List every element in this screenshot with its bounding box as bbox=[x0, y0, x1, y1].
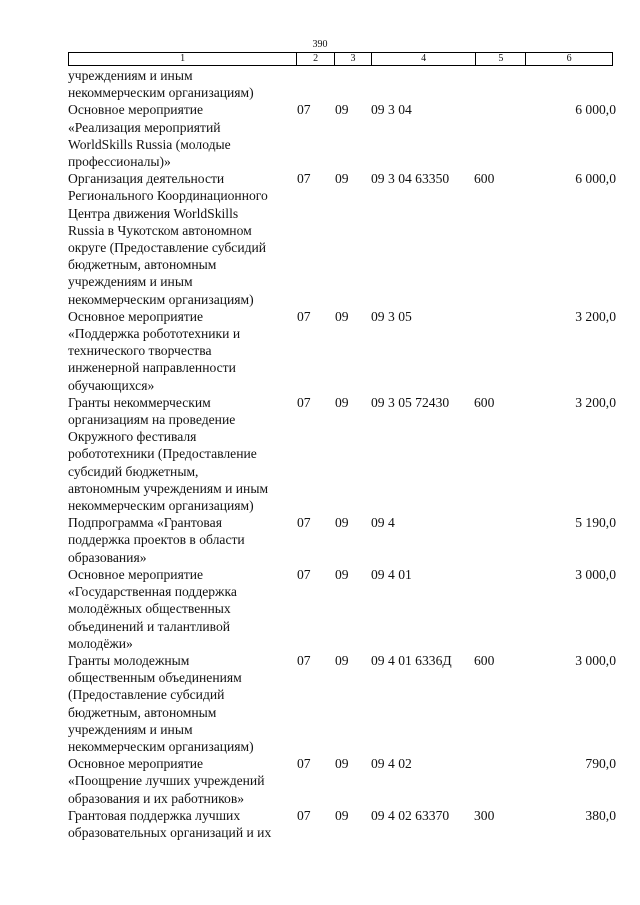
row-section-code: 07 bbox=[297, 566, 311, 582]
row-expense-type: 300 bbox=[474, 807, 495, 823]
row-amount: 6 000,0 bbox=[575, 102, 616, 118]
row-name: Основное мероприятие «Поощрение лучших учреждений образования и их работников» bbox=[68, 756, 265, 806]
row-target-article: 09 3 05 72430 bbox=[371, 394, 450, 410]
row-expense-type: 600 bbox=[474, 171, 495, 187]
row-section-code: 07 bbox=[297, 171, 311, 187]
row-amount: 3 200,0 bbox=[575, 394, 616, 410]
row-name: Основное мероприятие «Реализация мероприятий WorldSkills Russia (молодые профессионалы)» bbox=[68, 102, 231, 170]
row-name: Подпрограмма «Грантовая поддержка проектов в области образования» bbox=[68, 515, 245, 565]
column-number-2: 2 bbox=[297, 53, 335, 65]
row-name: Грантовая поддержка лучших образовательных организаций и их bbox=[68, 807, 272, 840]
column-number-5: 5 bbox=[476, 53, 526, 65]
row-subsection-code: 09 bbox=[335, 171, 349, 187]
row-name: Организация деятельности Регионального Координационного Центра движения WorldSkills Russia в Чукотском автономном округе (Предоставление субсидий бюджетным, автономным учреждениям и иным некоммерческим организациям) bbox=[68, 171, 268, 307]
row-target-article: 09 3 05 bbox=[371, 308, 412, 324]
row-subsection-code: 09 bbox=[335, 515, 349, 531]
row-amount: 790,0 bbox=[585, 756, 616, 772]
row-amount: 5 190,0 bbox=[575, 515, 616, 531]
row-amount: 3 200,0 bbox=[575, 308, 616, 324]
column-number-4: 4 bbox=[372, 53, 477, 65]
row-target-article: 09 4 bbox=[371, 515, 395, 531]
row-subsection-code: 09 bbox=[335, 756, 349, 772]
row-section-code: 07 bbox=[297, 807, 311, 823]
row-expense-type: 600 bbox=[474, 394, 495, 410]
row-section-code: 07 bbox=[297, 394, 311, 410]
row-amount: 3 000,0 bbox=[575, 566, 616, 582]
table-row bbox=[68, 807, 616, 841]
row-subsection-code: 09 bbox=[335, 102, 349, 118]
row-subsection-code: 09 bbox=[335, 807, 349, 823]
row-section-code: 07 bbox=[297, 102, 311, 118]
table-row bbox=[68, 308, 616, 394]
row-name: Основное мероприятие «Государственная поддержка молодёжных общественных объединений и талантливой молодёжи» bbox=[68, 566, 237, 651]
row-target-article: 09 4 01 6336Д bbox=[371, 652, 452, 668]
row-target-article: 09 4 01 bbox=[371, 566, 412, 582]
row-target-article: 09 3 04 63350 bbox=[371, 171, 450, 187]
row-subsection-code: 09 bbox=[335, 394, 349, 410]
table-row bbox=[68, 566, 616, 652]
row-name: Гранты молодежным общественным объединениям (Предоставление субсидий бюджетным, автономным учреждениям и иным некоммерческим организациям) bbox=[68, 652, 254, 754]
row-subsection-code: 09 bbox=[335, 566, 349, 582]
row-name: Основное мероприятие «Поддержка робототехники и технического творчества инженерной направленности обучающихся» bbox=[68, 308, 241, 393]
column-number-1: 1 bbox=[69, 53, 297, 65]
row-name: учреждениям и иным некоммерческим организациям) bbox=[68, 68, 254, 101]
row-subsection-code: 09 bbox=[335, 308, 349, 324]
budget-table-body bbox=[68, 67, 616, 841]
table-row bbox=[68, 755, 616, 807]
row-section-code: 07 bbox=[297, 515, 311, 531]
row-section-code: 07 bbox=[297, 308, 311, 324]
row-target-article: 09 3 04 bbox=[371, 102, 412, 118]
table-row bbox=[68, 394, 616, 514]
row-amount: 6 000,0 bbox=[575, 171, 616, 187]
row-expense-type: 600 bbox=[474, 652, 495, 668]
table-row bbox=[68, 67, 616, 101]
row-name: Гранты некоммерческим организациям на проведение Окружного фестиваля робототехники (Предоставление субсидий бюджетным, автономным учреждениям и иным некоммерческим организациям) bbox=[68, 394, 269, 514]
row-amount: 3 000,0 bbox=[575, 652, 616, 668]
column-number-3: 3 bbox=[335, 53, 372, 65]
row-amount: 380,0 bbox=[585, 807, 616, 823]
table-row bbox=[68, 170, 616, 308]
row-target-article: 09 4 02 bbox=[371, 756, 412, 772]
table-row bbox=[68, 652, 616, 755]
table-row bbox=[68, 101, 616, 170]
page-number: 390 bbox=[312, 39, 328, 50]
row-section-code: 07 bbox=[297, 652, 311, 668]
row-subsection-code: 09 bbox=[335, 652, 349, 668]
table-row bbox=[68, 514, 616, 566]
row-target-article: 09 4 02 63370 bbox=[371, 807, 450, 823]
column-number-6: 6 bbox=[566, 53, 572, 64]
table-column-numbers bbox=[68, 52, 613, 66]
row-section-code: 07 bbox=[297, 756, 311, 772]
